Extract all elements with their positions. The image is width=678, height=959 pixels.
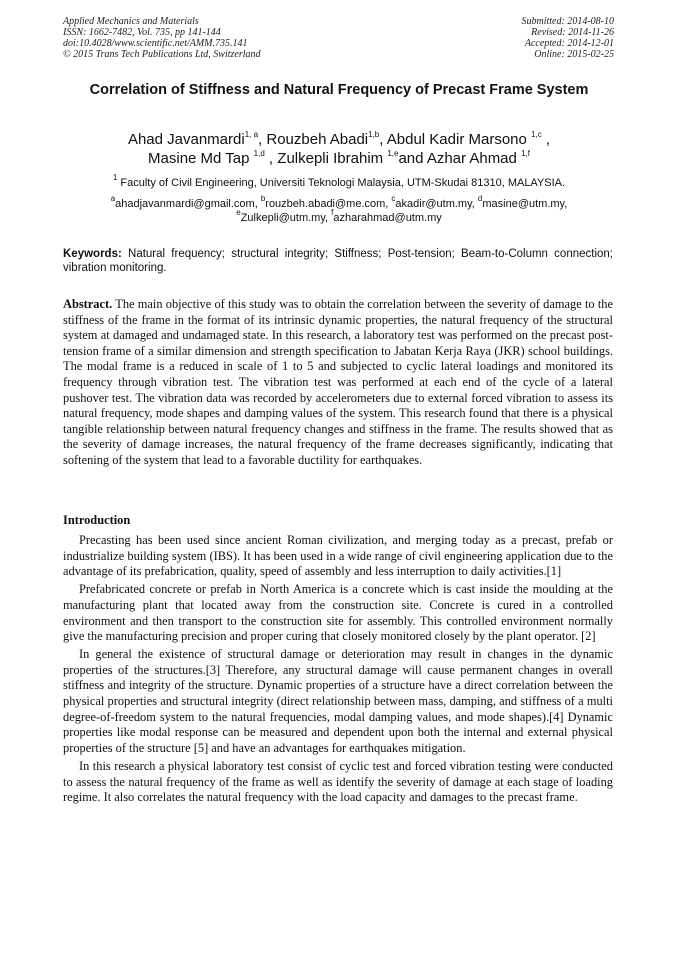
affiliation <box>63 173 615 190</box>
author-affiliation-mark: 1,f <box>521 149 530 158</box>
author-emails <box>63 194 615 225</box>
author-affiliation-mark: 1,c <box>531 130 542 139</box>
email-link[interactable]: rouzbeh.abadi@me.com, <box>265 198 389 210</box>
keywords-block <box>63 247 613 275</box>
email-mark: c <box>391 194 396 204</box>
date-accepted: Accepted: 2014-12-01 <box>524 38 614 49</box>
journal-copyright: © 2015 Trans Tech Publications Ltd, Switzerland <box>63 49 261 60</box>
date-revised: Revised: 2014-11-26 <box>531 27 614 38</box>
paper-title: Correlation of Stiffness and Natural Frequency of Precast Frame System <box>89 82 589 98</box>
email-link[interactable]: Zulkepli@utm.my, <box>240 212 329 224</box>
author-name: Zulkepli Ibrahim <box>277 150 388 167</box>
keywords-label: Keywords: <box>63 248 122 260</box>
author-name: and Azhar Ahmad <box>398 150 522 167</box>
affiliation-text: Faculty of Civil Engineering, Universiti Teknologi Malaysia, UTM-Skudai 81310, MALAYSIA. <box>120 177 566 189</box>
section-heading-introduction: Introduction <box>63 513 131 527</box>
author-name: Abdul Kadir Marsono <box>386 131 532 148</box>
author-affiliation-mark: 1,b <box>368 130 380 139</box>
abstract-label: Abstract. <box>63 297 113 311</box>
paragraph: Prefabricated concrete or prefab in North America is a concrete which is cast inside the moulding at the manufacturing plant that located away from the construction site. Concrete is cured in a controlled environment and then transport to the construction site for assembly. This controlled environment normally give the manufacturing precision and proper curing that closely monitored closely by the plant operator. [2] <box>63 582 613 644</box>
journal-issn: ISSN: 1662-7482, Vol. 735, pp 141-144 <box>63 27 221 38</box>
keywords-text: Natural frequency; structural integrity; Stiffness; Post-tension; Beam-to-Column connection; vibration monitoring. <box>63 248 613 274</box>
author-affiliation-mark: 1,e <box>387 149 399 158</box>
email-mark: e <box>236 208 241 218</box>
author-name: Ahad Javanmardi <box>127 131 245 148</box>
email-mark: f <box>331 208 334 218</box>
author-list: Ahad Javanmardi$^{1, a}$, Rouzbeh Abadi$^{1,b}$, Abdul Kadir Marsono $^{1,c}$ , Masine Md Tap $^{1,d}$ , Zulkepli Ibrahim $^{1,e}$and Azhar Ahmad $^{1,f}$ <box>127 130 551 167</box>
email-mark: a <box>110 194 116 204</box>
author-name: Rouzbeh Abadi <box>266 131 369 148</box>
email-link[interactable]: akadir@utm.my, <box>395 198 475 210</box>
date-online: Online: 2015-02-25 <box>534 49 614 60</box>
abstract-text: The main objective of this study was to obtain the correlation between the severity of damage to the stiffness of the frame in the format of its intrinsic dynamic properties, the natural frequency of the structural system at damaged and undamaged state. In this research, a laboratory test was performed on the precast post-tension frame of a similar dimension and strength specification to Jabatan Kerja Raya (JKR) school buildings. The modal frame is a reduced in scale of 1 to 5 and subjected to cyclic lateral loadings and monitored its frequency through vibration test. The vibration test was performed at each end of the cycle of a lateral pushover test. The vibration data was recorded by accelerometers due to external forced vibration to assess its natural frequency, mode shapes and damping values of the system. This research found that there is a physical tangible relationship between natural frequency changes and stiffness in the frame. The results showed that as the severity of damage increases, the natural frequency of the frame decreases significantly, indicating that softening of the system that lead to a favorable ductility for earthquakes. <box>63 297 613 467</box>
author-name: Masine Md Tap <box>148 150 254 167</box>
paragraph: In this research a physical laboratory test consist of cyclic test and forced vibration testing were conducted to assess the natural frequency of the frame as well as identify the severity of damage at each stage of loading regime. It also correlates the natural frequency with the load capacity and damages to the precast frame. <box>63 758 613 805</box>
email-link[interactable]: ahadjavanmardi@gmail.com, <box>115 198 258 210</box>
date-submitted: Submitted: 2014-08-10 <box>521 16 614 27</box>
abstract-block <box>63 297 613 469</box>
email-mark: b <box>260 194 266 204</box>
journal-doi: doi:10.4028/www.scientific.net/AMM.735.141 <box>63 38 248 49</box>
introduction-body <box>63 533 613 808</box>
author-affiliation-mark: 1, a <box>244 130 259 139</box>
email-link[interactable]: azharahmad@utm.my <box>333 212 442 224</box>
journal-name: Applied Mechanics and Materials <box>63 16 199 27</box>
journal-info <box>63 16 363 60</box>
paragraph: In general the existence of structural damage or deterioration may result in changes in the dynamic properties of the structures.[3] Therefore, any structural damage will cause permanent changes in overall stiffness and integrity of the structure. Dynamic properties of a structure have a direct correlation between the physical properties and structural integrity (direct relationship between mass, damping, and stiffness of a multi degree-of-freedom system to the natural frequencies, modal damping values, and mode shapes).[4] Dynamic properties like modal response can be measured and dependent upon both the internal and external physical properties of the structure [5] and have an advantages for earthquakes mitigation. <box>63 646 613 756</box>
author-affiliation-mark: 1,d <box>253 149 265 158</box>
email-link[interactable]: masine@utm.my, <box>482 198 568 210</box>
email-mark: d <box>477 194 483 204</box>
publication-dates <box>414 16 614 60</box>
paragraph: Precasting has been used since ancient Roman civilization, and merging today as a precast, prefab or industrialize building system (IBS). It has been used in a wide range of civil engineering application due to the advantage of its prefabrication, quality, speed of assembly and less interruption to daily activities.[1] <box>63 533 613 579</box>
affiliation-mark: 1 <box>112 173 118 183</box>
